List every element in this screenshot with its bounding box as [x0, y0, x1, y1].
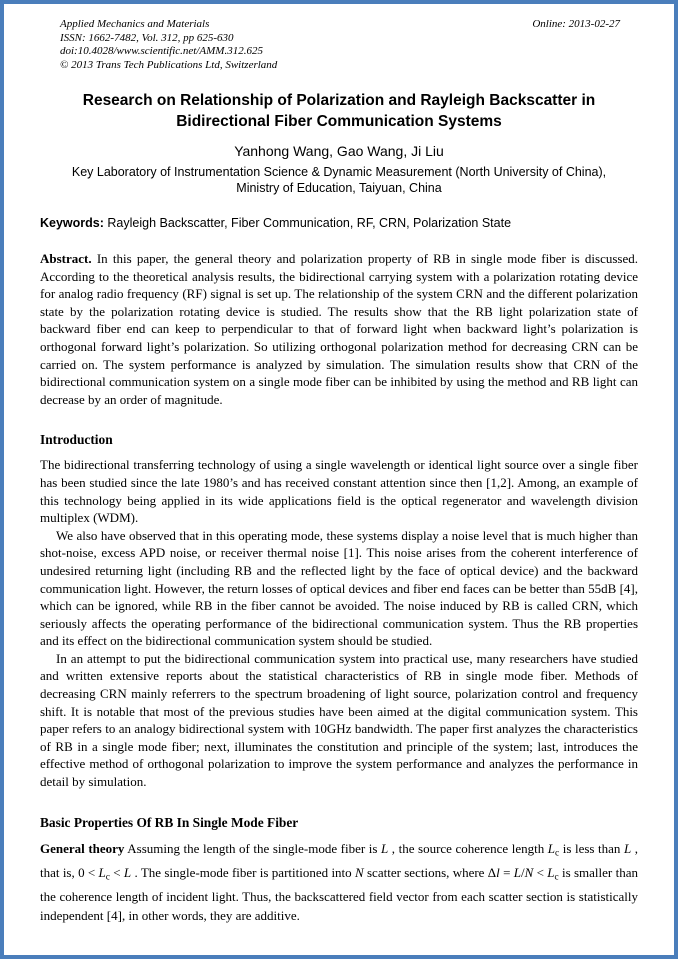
keywords-line	[40, 216, 638, 230]
journal-header	[60, 18, 620, 72]
issn-line: ISSN: 1662-7482, Vol. 312, pp 625-630	[60, 31, 234, 44]
online-date: Online: 2013-02-27	[532, 18, 620, 30]
intro-paragraph-2: We also have observed that in this operating mode, these systems display a noise level that is much higher than shot-noise, excess APD noise, or receiver thermal noise [1]. This noise arises from the coherent interference of undesired returning light (including RB and the reflected light by the face of optical device) and the backward communication light. However, the return losses of optical devices and fiber end faces can be better than 55dB [4], which can be ignored, while RB in the fiber cannot be avoided. The noise induced by RB is called CRN, which seriously affects the operating performance of the bidirectional communication system. Thus the RB properties and its effect on the bidirectional communication system should be studied.	[40, 527, 638, 649]
keywords-label: Keywords:	[40, 216, 104, 230]
journal-header-row	[60, 18, 620, 32]
affiliation	[40, 164, 638, 196]
general-theory-label: General theory	[40, 840, 125, 856]
abstract-label: Abstract.	[40, 251, 92, 266]
intro-paragraph-3: In an attempt to put the bidirectional communication system into practical use, many researchers have studied and written extensive reports about the statistical characteristics of RB in single mode fiber. Methods of decreasing CRN mainly referrers to the spectrum broadening of light source, polarization control and frequency shift. It is notable that most of the previous studies have been aimed at the digital communication system. This paper refers to an analogy bidirectional system with 10GHz bandwidth. The paper first analyzes the characteristics of RB in a single mode fiber; next, illuminates the constitution and principle of the system; last, introduces the effective method of orthogonal polarization to improve the system performance and analyzes the performance in detail by simulation.	[40, 650, 638, 790]
keywords-text: Rayleigh Backscatter, Fiber Communication, RF, CRN, Polarization State	[107, 216, 512, 230]
copyright-line: © 2013 Trans Tech Publications Ltd, Switzerland	[60, 58, 278, 71]
section-heading-basic-properties: Basic Properties Of RB In Single Mode Fiber	[40, 814, 299, 830]
affiliation-line-2: Ministry of Education, Taiyuan, China	[236, 181, 442, 195]
general-theory-text: Assuming the length of the single-mode fiber is L , the source coherence length Lc is less than L , that is, 0 < Lc < L . The single-mode fiber is partitioned into N scatter sections, where Δl = L/N < Lc is smaller than the coherence length of incident light. Thus, the backscattered field vector from each scatter section is statistically independent [4], in other words, they are additive.	[40, 840, 639, 924]
section-heading-introduction: Introduction	[40, 432, 113, 448]
affiliation-line-1: Key Laboratory of Instrumentation Science & Dynamic Measurement (North University of China),	[71, 165, 607, 179]
journal-name: Applied Mechanics and Materials	[60, 18, 210, 30]
authors-line: Yanhong Wang, Gao Wang, Ji Liu	[234, 143, 444, 159]
intro-paragraph-1: The bidirectional transferring technology of using a single wavelength or identical light source over a single fiber has been studied since the late 1980’s and has received constant attention since then [1,2]. Among, an example of this technology being applied in its wide applications field is the optical regenerator and wavelength division multiplex (WDM).	[40, 457, 638, 526]
paper-title: Research on Relationship of Polarization and Rayleigh Backscatter in Bidirectional Fiber Communication Systems	[82, 92, 596, 130]
doi-line: doi:10.4028/www.scientific.net/AMM.312.625	[60, 45, 263, 57]
abstract-text: In this paper, the general theory and polarization property of RB in single mode fiber is discussed. According to the theoretical analysis results, the bidirectional carrying system with a polarization rotating device for analog radio frequency (RF) signal is set up. The relationship of the system CRN and the different polarization state by the polarization rotating device is studied. The results show that the RB light polarization state of backward fiber end can keep to perpendicular to that of forward light when backward light’s polarization is orthogonal forward light’s polarization. So utilizing orthogonal polarization method for decreasing CRN can be carried on. The system performance is analyzed by simulation. The simulation results show that CRN of the bidirectional communication system on a single mode fiber can be inhibited by using the method and RB light can decrease by an order of magnitude.	[40, 251, 638, 407]
abstract-paragraph	[40, 250, 638, 408]
general-theory-paragraph	[40, 839, 638, 926]
